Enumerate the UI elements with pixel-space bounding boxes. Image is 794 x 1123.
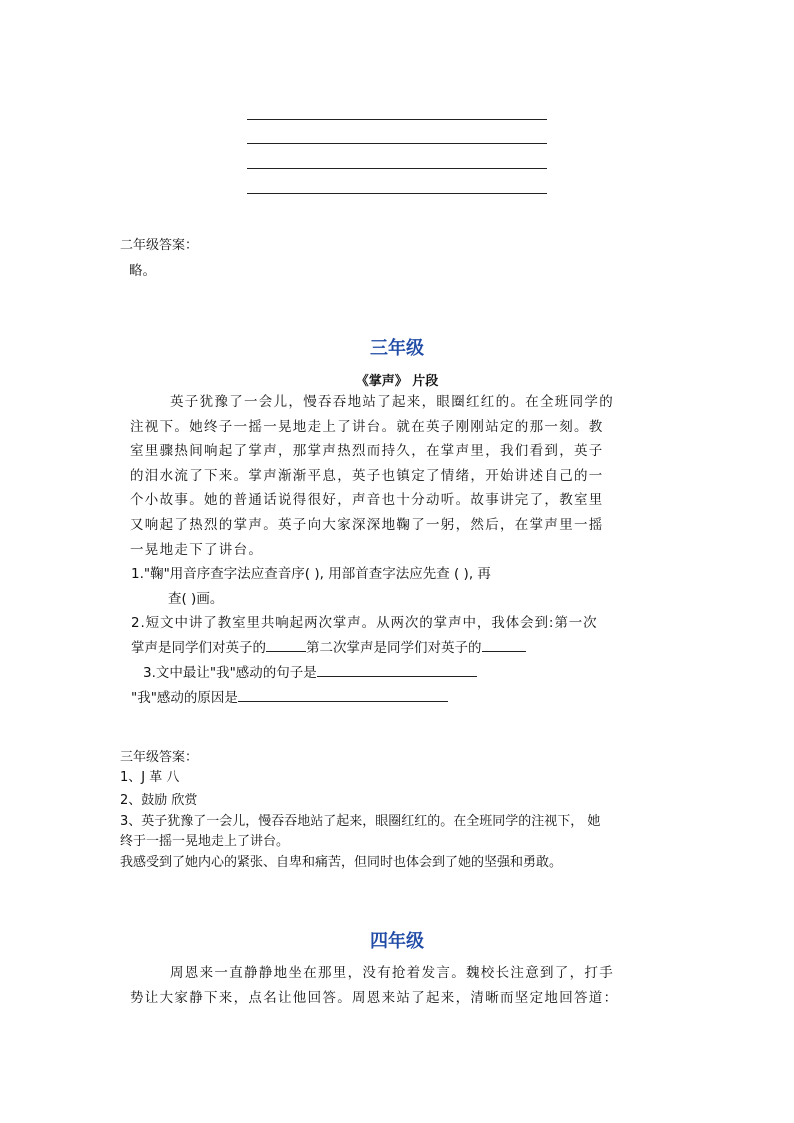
grade2-answer-title: 二年级答案： xyxy=(120,238,199,253)
answer-blank-line xyxy=(247,119,547,120)
passage-line: 室里骤热间响起了掌声，那掌声热烈而持久，在掌声里，我们看到，英子 xyxy=(130,443,604,460)
grade4-heading: 四年级 xyxy=(370,931,424,952)
question-3-text: 3.文中最让"我"感动的句子是 xyxy=(143,665,317,681)
question-2-line-2 xyxy=(131,636,526,661)
passage-line: 注视下。她终子一摇一晃地走上了讲台。就在英子刚刚站定的那一刻。教 xyxy=(130,418,604,435)
grade3-answer-line: 3、英子犹豫了一会儿，慢吞吞地站了起来，眼圈红红的。在全班同学的注视下， 她 xyxy=(120,814,601,829)
question-2-part-b: 第二次掌声是同学们对英子的 xyxy=(306,640,482,656)
answer-blank xyxy=(317,662,477,677)
passage-line: 个小故事。她的普通话说得很好，声音也十分动听。故事讲完了，教室里 xyxy=(130,492,604,509)
passage-line: 势让大家静下来，点名让他回答。周恩来站了起来，清晰而坚定地回答道： xyxy=(130,989,619,1006)
question-2-line-1: 2.短文中讲了教室里共响起两次掌声。从两次的掌声中，我体会到:第一次 xyxy=(131,615,598,631)
question-3-reason: "我"感动的原因是 xyxy=(131,690,238,706)
passage-line: 周恩来一直静静地坐在那里，没有抢着发言。魏校长注意到了，打手 xyxy=(170,965,614,981)
passage-line: 一晃地走下了讲台。 xyxy=(130,541,264,558)
passage-line: 的泪水流了下来。掌声渐渐平息，英子也镇定了情绪，开始讲述自己的一 xyxy=(130,467,604,484)
grade3-answer-line: 1、J 革 八 xyxy=(120,770,180,785)
grade4-passage xyxy=(130,961,662,1010)
question-1-line-2: 查( )画。 xyxy=(168,591,224,607)
grade2-answer-text: 略。 xyxy=(129,263,156,279)
answer-blank-line xyxy=(247,143,547,144)
answer-blank xyxy=(266,637,306,652)
passage-line: 又响起了热烈的掌声。英子向大家深深地鞠了一躬，然后，在掌声里一摇 xyxy=(130,516,604,533)
grade3-heading: 三年级 xyxy=(370,338,424,359)
grade3-passage xyxy=(130,390,662,562)
grade3-answer-line: 2、鼓励 欣赏 xyxy=(120,793,198,808)
answer-blank xyxy=(482,637,526,652)
grade3-answer-line: 终于一摇一晃地走上了讲台。 xyxy=(120,834,290,849)
answer-blank-line xyxy=(247,168,547,169)
question-3-line-2 xyxy=(131,686,448,711)
passage-line: 英子犹豫了一会儿，慢吞吞地站了起来，眼圈红红的。在全班同学的 xyxy=(170,394,614,410)
question-2-part-a: 掌声是同学们对英子的 xyxy=(131,640,266,656)
answer-blank xyxy=(238,687,448,702)
answer-blank-line xyxy=(247,193,547,194)
question-3-line-1 xyxy=(143,661,477,686)
grade3-answer-title: 三年级答案： xyxy=(120,750,199,765)
grade3-answer-line: 我感受到了她内心的紧张、自卑和痛苦，但同时也体会到了她的坚强和勇敢。 xyxy=(120,855,563,870)
question-1-line-1: 1."鞠"用音序查字法应查音序( ), 用部首查字法应先查 ( ), 再 xyxy=(131,566,491,582)
passage-title: 《掌声》 片段 xyxy=(355,374,439,389)
